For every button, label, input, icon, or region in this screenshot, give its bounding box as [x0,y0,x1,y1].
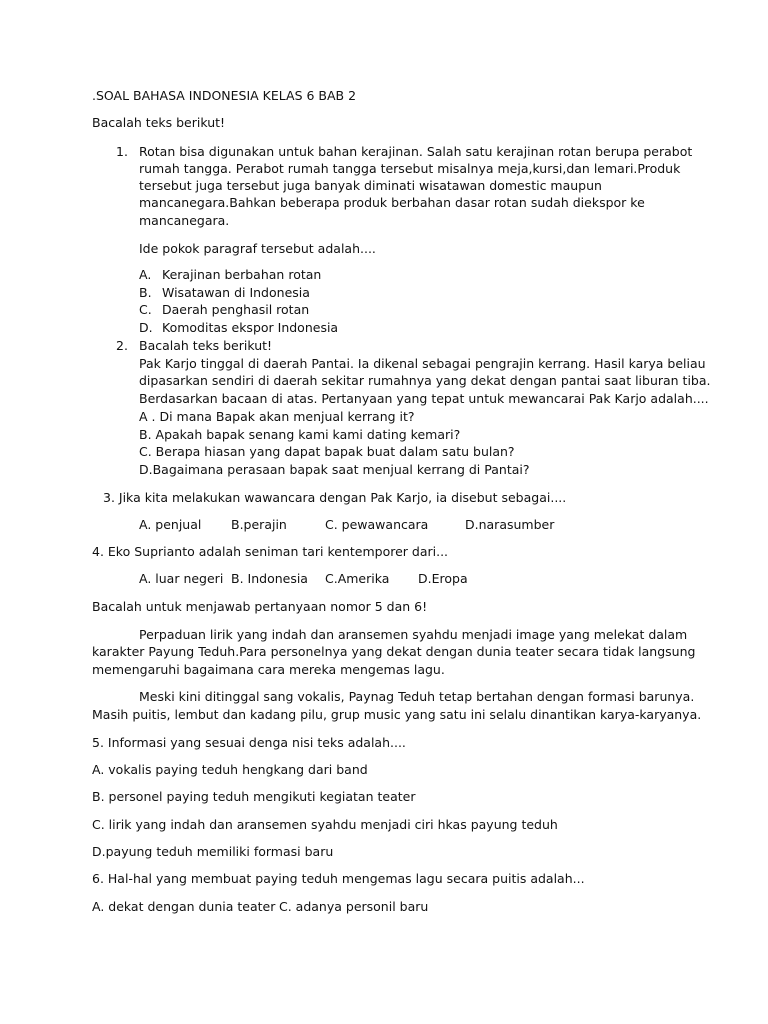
q1-number: 1. [116,144,128,159]
reading-paragraph-line: Masih puitis, lembut dan kadang pilu, grup music yang satu ini selalu dinantikan karya-karyanya. [92,707,702,722]
q6-option: C. adanya personil baru [279,899,429,914]
q5-option: B. personel paying teduh mengikuti kegiatan teater [92,789,416,804]
q1-passage-line: mancanegara. [139,213,230,228]
q2-line: Bacalah teks berikut! [139,338,273,353]
reading-paragraph-line: Meski kini ditinggal sang vokalis, Paynag Teduh tetap bertahan dengan formasi barunya. [139,689,695,704]
q1-passage-line: mancanegara.Bahkan beberapa produk berbahan dasar rotan sudah diekspor ke [139,195,645,210]
q1-option-letter: B. [139,285,152,300]
q4-option: D.Eropa [418,571,468,586]
q1-passage-line: tersebut juga tersebut juga banyak diminati wisatawan domestic maupun [139,178,602,193]
q5-option: C. lirik yang indah dan aransemen syahdu menjadi ciri hkas payung teduh [92,817,558,832]
q3-option: D.narasumber [465,517,555,532]
q1-option-letter: C. [139,302,152,317]
q3-option: B.perajin [231,517,287,532]
q1-option-letter: D. [139,320,153,335]
q2-line: Berdasarkan bacaan di atas. Pertanyaan yang tepat untuk mewancarai Pak Karjo adalah.... [139,391,709,406]
q4-option: C.Amerika [325,571,390,586]
intro-instruction: Bacalah teks berikut! [92,115,226,130]
q1-option-text: Komoditas ekspor Indonesia [162,320,339,335]
q6-question: 6. Hal-hal yang membuat paying teduh mengemas lagu secara puitis adalah... [92,871,585,886]
q2-option: B. Apakah bapak senang kami kami dating kemari? [139,427,461,442]
reading-paragraph-line: karakter Payung Teduh.Para personelnya yang dekat dengan dunia teater secara tidak langsung [92,644,696,659]
page-title: .SOAL BAHASA INDONESIA KELAS 6 BAB 2 [92,88,357,103]
q1-question: Ide pokok paragraf tersebut adalah.... [139,241,376,256]
q2-line: dipasarkan sendiri di daerah sekitar rumahnya yang dekat dengan pantai saat liburan tiba. [139,373,711,388]
q2-option: A . Di mana Bapak akan menjual kerrang it? [139,409,415,424]
q1-option-text: Wisatawan di Indonesia [162,285,310,300]
q1-option-text: Kerajinan berbahan rotan [162,267,322,282]
q4-question: 4. Eko Suprianto adalah seniman tari kentemporer dari... [92,544,449,559]
reading-paragraph-line: memengaruhi bagaimana cara mereka mengemas lagu. [92,662,445,677]
q6-option: A. dekat dengan dunia teater [92,899,276,914]
q4-option: A. luar negeri [139,571,224,586]
q1-passage-line: rumah tangga. Perabot rumah tangga tersebut misalnya meja,kursi,dan lemari.Produk [139,161,681,176]
q5-option: D.payung teduh memiliki formasi baru [92,844,334,859]
q3-option: A. penjual [139,517,202,532]
q4-option: B. Indonesia [231,571,308,586]
q1-passage-line: Rotan bisa digunakan untuk bahan kerajinan. Salah satu kerajinan rotan berupa perabot [139,144,693,159]
q1-option-letter: A. [139,267,152,282]
q2-number: 2. [116,338,128,353]
q5-question: 5. Informasi yang sesuai denga nisi teks adalah.... [92,735,406,750]
q3-question: 3. Jika kita melakukan wawancara dengan Pak Karjo, ia disebut sebagai.... [103,490,567,505]
reading-paragraph-line: Perpaduan lirik yang indah dan aransemen syahdu menjadi image yang melekat dalam [139,627,688,642]
q2-line: Pak Karjo tinggal di daerah Pantai. Ia dikenal sebagai pengrajin kerrang. Hasil karya beliau [139,356,706,371]
q1-option-text: Daerah penghasil rotan [162,302,310,317]
q2-option: C. Berapa hiasan yang dapat bapak buat dalam satu bulan? [139,444,515,459]
q2-option: D.Bagaimana perasaan bapak saat menjual kerrang di Pantai? [139,462,530,477]
q5-option: A. vokalis paying teduh hengkang dari band [92,762,368,777]
instruction-5-6: Bacalah untuk menjawab pertanyaan nomor 5 dan 6! [92,599,428,614]
q3-option: C. pewawancara [325,517,429,532]
